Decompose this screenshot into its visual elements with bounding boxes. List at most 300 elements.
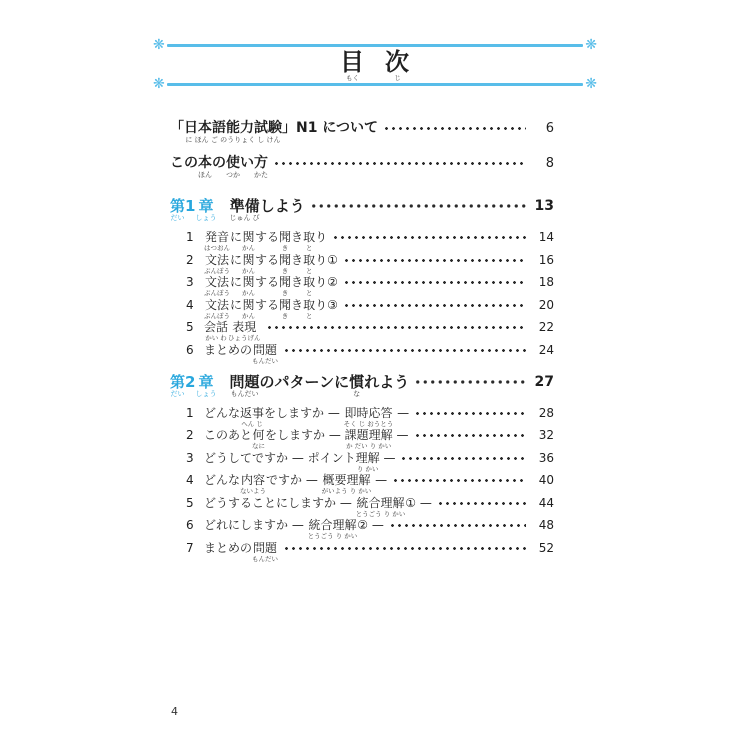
ruby-segment [279,298,291,320]
base-text: り③ [315,297,338,312]
dot-leader [437,496,526,511]
ruby-segment [279,275,291,297]
text-segment [204,428,252,443]
base-text: 関 [242,230,255,244]
item-number: 4 [186,473,194,487]
toc-list [170,120,554,563]
item-number: 4 [186,297,194,312]
base-text: 聞 [279,275,292,289]
base-text: このあと [204,428,253,442]
base-text: 取 [303,275,316,289]
ruby-segment [254,155,268,179]
base-text: 本 [198,155,212,171]
base-text: 聞 [279,230,292,244]
furigana: り かい [356,464,379,473]
item-title [204,428,409,450]
toc-chapter-row [170,197,554,222]
toc-item-row [170,406,554,428]
toc-item-row [170,253,554,275]
base-text: き [291,230,304,244]
text-segment [291,253,303,268]
item-title [204,496,432,518]
toc-item-row [170,320,554,342]
dot-leader [273,155,526,172]
text-segment [204,451,356,466]
text-segment [204,541,252,556]
text-segment [380,451,396,466]
item-title [204,518,384,540]
furigana: と [305,244,313,252]
base-text: き [291,275,304,289]
text-segment [357,518,384,533]
furigana: か だい り かい [346,442,392,450]
text-segment [185,373,195,391]
item-title [204,230,327,252]
base-text: どうしてですか — ポイント [204,450,356,465]
dot-leader [414,373,526,391]
ruby-segment [240,406,264,428]
furigana: な [353,389,361,398]
base-text: をしますか — [265,428,345,442]
base-text: 目 [340,48,365,76]
chapter-label [170,197,216,222]
item-title [204,253,338,275]
base-text: 日本語能力試験 [184,120,282,136]
base-text: い [240,155,254,171]
furigana: ぶんぽう [204,311,230,320]
furigana: なに [252,442,266,450]
ruby-segment [349,373,364,398]
base-text: 使 [226,155,240,171]
dot-leader [343,275,526,290]
toc-entry [170,155,554,179]
furigana: がいよう り かい [321,487,372,495]
base-text: をしますか — [264,405,344,420]
ruby-segment [204,275,230,297]
snowflake-icon: ❋ [153,76,165,92]
furigana: だい [170,214,185,222]
toc-entry-title [170,155,268,179]
furigana: と [305,311,313,320]
furigana: とうごう り かい [355,509,406,518]
base-text: 次 [385,48,410,76]
base-text: 理解 [355,450,380,465]
base-text: れよう [364,372,410,391]
text-segment [405,496,432,511]
dot-leader [392,473,526,488]
text-segment [393,428,409,443]
base-text: 文法 [204,275,229,289]
base-text: 会話 [204,320,229,334]
item-page-number: 18 [538,275,554,289]
text-segment [371,473,387,488]
base-text: り [315,230,328,244]
item-number: 1 [186,230,194,244]
item-page-number: 48 [538,518,554,532]
base-text: 関 [242,275,255,289]
base-text: 第 [170,197,186,215]
furigana: かん [242,244,256,252]
toc-entry-page-number: 8 [545,156,554,171]
toc-item-row [170,275,554,297]
furigana: もく [346,74,359,82]
text-segment [315,298,338,313]
base-text: 方 [254,155,268,171]
base-text: 「 [170,120,184,136]
text-segment [185,197,195,215]
text-segment [204,473,240,488]
item-page-number: 36 [538,450,554,465]
base-text: り① [315,252,338,267]
base-text: 」N1 について [282,120,379,136]
chapter-label [170,373,216,398]
base-text: に [230,275,243,289]
item-number: 6 [186,518,194,532]
dot-leader [283,343,526,358]
base-text: 取 [303,252,316,267]
ruby-segment [226,155,240,179]
base-text: — [371,473,388,487]
base-text: 発音 [204,230,229,244]
base-text: — [392,428,409,442]
ruby-segment [242,298,255,320]
furigana: しょう [195,214,217,222]
horizontal-rule [167,44,584,47]
toc-item-row [170,541,554,563]
text-segment [393,406,409,421]
toc-item-row [170,496,554,518]
ruby-segment [195,373,216,398]
ruby-segment [184,120,282,144]
ruby-segment [279,253,291,275]
toc-chapter [170,373,554,563]
item-title [204,406,409,428]
base-text: 慣 [349,372,365,391]
chapter-page-number: 27 [534,373,554,390]
base-text: する [255,297,280,312]
chapter-items [170,406,554,563]
text-segment [204,406,240,421]
chapter-page-number: 13 [534,198,554,214]
base-text: どうすることにしますか — [204,495,356,510]
ruby-segment [252,343,278,365]
text-segment [170,120,184,137]
base-text: する [255,230,280,244]
furigana: じ [394,74,401,82]
dot-leader [414,406,526,421]
dot-leader [389,518,526,533]
item-number: 5 [186,320,194,334]
furigana: に ほん ご のうりょく し けん [185,136,281,144]
item-page-number: 20 [538,297,554,312]
dot-leader [400,451,526,466]
furigana: かん [242,266,256,275]
furigana: かた [254,171,268,179]
toc-item-row [170,518,554,540]
dot-leader [343,253,526,268]
toc-entry [170,120,554,144]
ruby-segment [322,473,372,495]
item-title [204,298,338,320]
base-text: どんな [204,405,241,420]
base-text: する [255,275,280,289]
item-number: 6 [186,342,194,357]
furigana: つか [226,171,240,179]
item-page-number: 32 [538,428,554,442]
item-title [204,541,278,563]
item-title [204,275,338,297]
ruby-segment [252,541,278,563]
furigana: き [281,266,289,275]
base-text: 問題 [229,372,260,391]
horizontal-rule [167,83,584,86]
furigana: ぶんぽう [204,289,230,297]
text-segment [265,428,345,443]
item-number: 3 [186,450,194,465]
furigana: そく じ おうとう [343,419,394,428]
furigana: しょう [195,389,217,398]
text-segment [259,373,349,391]
base-text: ② — [357,518,384,532]
toc-entry-page-number: 6 [545,121,554,136]
furigana: ないよう [240,487,267,495]
base-text: 概要理解 [322,473,371,487]
ruby-segment [204,230,230,252]
furigana: もんだい [252,356,279,365]
base-text: 問題 [253,540,278,555]
base-text: 統合理解 [356,495,405,510]
ruby-segment [228,320,261,342]
base-text: 返事 [240,405,265,420]
text-segment [315,253,338,268]
ruby-segment [345,428,393,450]
chapter-title [229,373,409,398]
item-page-number: 14 [538,230,554,244]
base-text: 関 [242,252,255,267]
chapter-items [170,230,554,365]
furigana: き [281,311,289,320]
ruby-segment [279,230,291,252]
base-text: 聞 [279,297,292,312]
ruby-segment [303,275,315,297]
base-text: 文法 [204,297,229,312]
furigana: と [305,266,313,275]
furigana: だい [170,389,185,398]
base-text: この [170,155,198,171]
ruby-segment [356,496,406,518]
furigana: もんだい [252,554,279,563]
toc-chapter-row [170,373,554,398]
item-number: 5 [186,495,194,510]
ruby-segment [242,230,255,252]
base-text: 関 [242,297,255,312]
item-page-number: 44 [538,495,554,510]
ruby-segment [195,197,216,222]
item-title [204,451,395,473]
dot-leader [343,298,526,313]
text-segment [315,275,338,290]
item-number: 1 [186,405,194,420]
dot-leader [414,428,527,443]
base-text: き [291,297,304,312]
ruby-segment [308,518,358,540]
base-text: 何 [252,428,265,442]
folio-page-number: 4 [171,705,178,718]
base-text: まとめの [204,540,253,555]
text-segment [230,275,242,290]
furigana: き [281,244,289,252]
ruby-segment [240,473,266,495]
item-title [204,473,387,495]
furigana: かい わ [205,334,227,342]
item-page-number: 52 [538,540,554,555]
ruby-segment [344,406,394,428]
item-number: 2 [186,428,194,442]
text-segment [230,253,242,268]
ruby-segment [198,155,212,179]
text-segment [364,373,409,391]
text-segment [282,120,378,137]
base-text: しよう [259,197,305,215]
base-text: 文法 [204,252,229,267]
text-segment [291,230,303,245]
toc-item-row [170,451,554,473]
base-text: に [230,230,243,244]
furigana: ほん [198,171,212,179]
text-segment [230,230,242,245]
item-page-number: 24 [538,342,554,357]
furigana: とうごう り かい [307,532,358,540]
base-text: 2 [185,372,196,391]
ruby-segment [303,298,315,320]
item-title [204,343,278,365]
text-segment [255,253,279,268]
base-text: 統合理解 [308,518,357,532]
base-text: どんな [204,473,241,487]
ruby-segment [229,197,259,222]
decorative-rule-bottom [153,74,597,92]
dot-leader [332,230,526,245]
text-segment [315,230,327,245]
toc-item-row [170,230,554,252]
ruby-segment [303,253,315,275]
toc-item-row [170,298,554,320]
snowflake-icon: ❋ [585,76,597,92]
base-text: り② [315,275,338,289]
ruby-segment [170,373,185,398]
furigana: はつおん [204,244,230,252]
ruby-segment [303,230,315,252]
base-text: 取 [303,297,316,312]
base-text: 表現 [232,320,257,334]
text-segment [255,275,279,290]
base-text: 1 [185,197,196,215]
base-text: 準備 [229,197,260,215]
furigana: ひょうげん [228,334,261,342]
base-text: — [393,405,410,420]
snowflake-icon: ❋ [153,37,165,53]
ruby-segment [170,197,185,222]
item-page-number: 16 [538,252,554,267]
base-text: どれにしますか — [204,518,308,532]
text-segment [291,275,303,290]
toc-item-row [170,343,554,365]
toc-entry-title [170,120,378,144]
furigana: と [305,289,313,297]
toc-item-row [170,473,554,495]
base-text: に [230,297,243,312]
text-segment [204,496,356,511]
base-text: 課題理解 [344,428,393,442]
base-text: 取 [303,230,316,244]
dot-leader [266,320,526,335]
dot-leader [283,541,526,556]
item-title [204,320,261,342]
dot-leader [383,120,526,137]
ruby-segment [204,320,228,342]
furigana: かん [242,311,256,320]
base-text: ですか — [266,473,322,487]
chapter-title [229,197,304,222]
text-segment [204,518,308,533]
base-text: 第 [170,372,186,391]
text-segment [230,298,242,313]
text-segment [170,155,198,172]
base-text: ① — [405,495,432,510]
item-page-number: 28 [538,405,554,420]
item-number: 7 [186,540,194,555]
base-text: 問題 [253,342,278,357]
ruby-segment [242,275,255,297]
furigana: き [281,289,289,297]
base-text: — [379,450,396,465]
base-text: 章 [198,372,214,391]
text-segment [260,197,305,215]
item-number: 2 [186,252,194,267]
text-segment [204,343,252,358]
base-text: に [230,252,243,267]
item-number: 3 [186,275,194,289]
text-segment [255,298,279,313]
text-segment [291,298,303,313]
ruby-segment [252,428,265,450]
item-page-number: 40 [538,473,554,487]
snowflake-icon: ❋ [585,37,597,53]
base-text: き [291,252,304,267]
dot-leader [310,197,526,215]
item-page-number: 22 [538,320,554,334]
base-text: する [255,252,280,267]
base-text: 章 [198,197,214,215]
ruby-segment [204,298,230,320]
base-text: 内容 [241,473,266,487]
text-segment [264,406,344,421]
furigana: かん [242,289,256,297]
ruby-segment [242,253,255,275]
text-segment [212,155,226,172]
furigana: もんだい [230,389,259,398]
toc-item-row [170,428,554,450]
base-text: 聞 [279,252,292,267]
ruby-segment [356,451,380,473]
text-segment [240,155,254,172]
base-text: 即時応答 [344,405,393,420]
furigana: ぶんぽう [204,266,230,275]
base-text: まとめの [204,342,253,357]
furigana: へん じ [241,419,263,428]
ruby-segment [204,253,230,275]
furigana: じゅん び [229,214,260,222]
